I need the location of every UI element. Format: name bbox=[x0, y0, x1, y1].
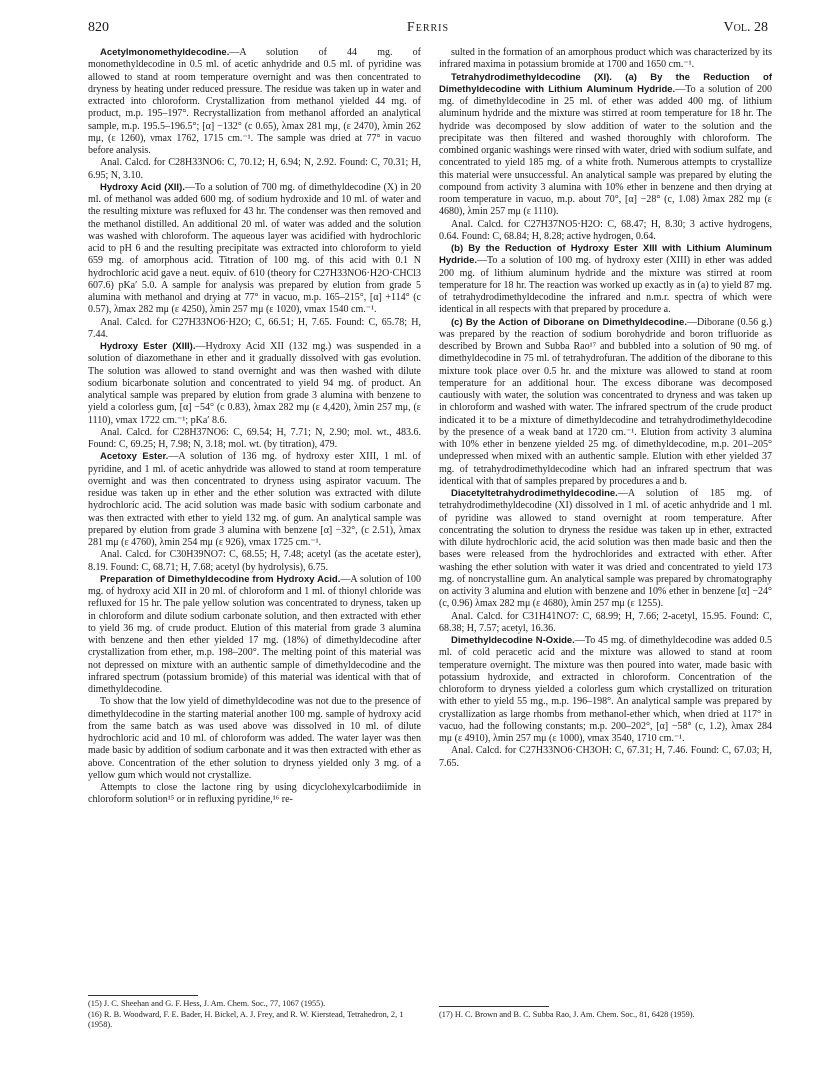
section-heading: Acetylmonomethyldecodine. bbox=[100, 47, 230, 58]
section-heading: (b) By the Reduction of Hydroxy Ester XIII with Lithium Aluminum Hydride. bbox=[439, 243, 772, 267]
paragraph-text: —Diborane (0.56 g.) was prepared by the reaction of sodium borohydride and boron trifluoride as described by Brown and Subba Rao¹⁷ and bubbled into a solution of 90 mg. of dimethyldecodine in 75 ml. of tetrahydrofuran. The addition of the diborane to this mixture took place over 0.5 hr. and the mixture was allowed to stand at room temperature for an additional hour. The excess diborane was decomposed cautiously with water, the solution was concentrated to dryness and was taken up in chloroform and washed with water. The infrared spectrum of the crude product indicated it to be a mixture of dimethyldecodine and tetrahydrodimethyldecodine by the presence of a weak band at 1720 cm.⁻¹. Elution from activity 3 alumina with 10% ether in benzene yielded 25 mg. of dimethyldecodine, m.p. 201–205° undepressed when mixed with an authentic sample. Elution with ether yielded 37 mg. of tetrahydrodimethyldecodine which had an infrared spectrum that was identical with that of samples prepared by procedures a and b. bbox=[439, 316, 772, 487]
paragraph-text: —To a solution of 700 mg. of dimethyldecodine (X) in 20 ml. of methanol was added 600 mg. of sodium hydroxide and 10 ml. of water and the resulting mixture was refluxed for 43 hr. The condenser was then removed and the methanol distilled. An additional 20 ml. of water was added and the solution was washed with chloroform. The aqueous layer was acidified with hydrochloric acid to pH 6 and the resulting precipitate was extracted into chloroform to yield 659 mg. of amorphous acid. Titration of 100 mg. of this acid with 0.1 N hydrochloric acid gave a neut. equiv. of 610 (theory for C27H33NO6·H2O·CHCl3 607.6) pKa′ 5.0. A sample for analysis was prepared by elution from grade 5 alumina with methanol and drying at 77° in vacuo, m.p. 165–215°, [α] +114° (c 0.57), λmax 282 mμ (ε 4250), λmin 257 mμ (ε 1020), νmax 1540 cm.⁻¹. bbox=[88, 181, 421, 316]
paragraph-text: Anal. Calcd. for C30H39NO7: C, 68.55; H, 7.48; acetyl (as the acetate ester), 8.19. Found: C, 68.71; H, 7.68; acetyl (by hydrolysis), 6.75. bbox=[88, 549, 421, 573]
footnote-rule-right bbox=[439, 1006, 549, 1007]
paragraph bbox=[439, 317, 772, 489]
running-author: Ferris bbox=[406, 20, 450, 35]
paragraph-text: To show that the low yield of dimethyldecodine was not due to the presence of dimethyldecodine in the starting material another 100 mg. sample of hydroxy acid from the same batch as was used above was dissolved in 10 ml. of dilute hydrochloric acid and 10 ml. of chloroform was added. The water layer was then made basic by addition of sodium carbonate and it was then extracted with ether as above. Concentration of the ether solution to dryness yielded only 3 mg. of a yellow gum which would not crystallize. bbox=[88, 696, 421, 781]
paragraph-text: —Hydroxy Acid XII (132 mg.) was suspended in a solution of diazomethane in ether and it gradually dissolved with gas evolution. The solution was allowed to stand overnight and was then washed with dilute sodium bicarbonate solution and concentrated to yield 94 mg. of product. An analytical sample was prepared by elution from grade 3 alumina with benzene to yield a colorless gum, [α] −54° (c 0.83), λmax 282 mμ (ε 4,420), λmin 257 mμ, (ε 1110), νmax 1722 cm.⁻¹; pKa′ 8.6. bbox=[88, 341, 421, 426]
right-column bbox=[439, 47, 772, 770]
paragraph bbox=[439, 47, 772, 72]
paragraph bbox=[439, 488, 772, 611]
paragraph bbox=[88, 47, 421, 157]
section-heading: Preparation of Dimethyldecodine from Hydroxy Acid. bbox=[100, 573, 341, 585]
paragraph-text: Anal. Calcd. for C27H33NO6·CH3OH: C, 67.31; H, 7.46. Found: C, 67.03; H, 7.65. bbox=[439, 745, 772, 769]
section-heading: Acetoxy Ester. bbox=[100, 451, 169, 463]
paragraph bbox=[439, 611, 772, 636]
paragraph bbox=[88, 157, 421, 182]
section-heading: Hydroxy Acid (XII). bbox=[100, 181, 185, 193]
section-heading: (c) By the Action of Diborane on Dimethyldecodine. bbox=[451, 316, 687, 328]
paragraph-text: —A solution of 136 mg. of hydroxy ester XIII, 1 ml. of pyridine, and 1 ml. of acetic anhydride was allowed to stand at room temperature overnight and was then concentrated to dryness using aspirator vacuum. The residue was taken up in ether and the ether solution was extracted with dilute hydrochloric acid. The acid solution was made basic with sodium carbonate and was then extracted with ether to yield 132 mg. of gum. An analytical sample was prepared by elution from grade 3 alumina with benzene [α] −32°, (c 2.51), λmax 281 mμ (ε 4760), λmin 254 mμ (ε 926), νmax 1725 cm.⁻¹. bbox=[88, 451, 422, 548]
paragraph-text: —A solution of 185 mg. of tetrahydrodimethyldecodine (XI) dissolved in 1 ml. of acetic anhydride and 1 ml. of pyridine was allowed to stand overnight at room temperature. After concentrating the solution to dryness the residue was taken up in ether, extracted with dilute hydrochloric acid, the acid solution was then made basic and then the bases were released from the hydrochlorides and extracted with ether. After washing the ether solution with water it was dried and concentrated to yield 173 mg. of noncrystalline gum. An analytical sample was prepared by chromatography on activity 3 alumina and elution with benzene and 10% ether in benzene [α] −24° (c, 0.96) λmax 282 mμ (ε 4680), λmin 257 mμ (ε 1255). bbox=[439, 488, 772, 610]
paragraph bbox=[439, 635, 772, 745]
paragraph-text: Anal. Calcd. for C28H37NO6: C, 69.54; H, 7.71; N, 2.90; mol. wt., 483.6. Found: C, 69.25; H, 7.98; N, 3.18; mol. wt. (by titration), 479. bbox=[88, 426, 421, 450]
paragraph-text: Anal. Calcd. for C28H33NO6: C, 70.12; H, 6.94; N, 2.92. Found: C, 70.31; H, 6.95; N, 3.10. bbox=[88, 157, 421, 181]
left-column bbox=[88, 47, 421, 807]
paragraph bbox=[88, 696, 421, 782]
paragraph bbox=[88, 427, 421, 452]
paragraph-text: —A solution of 100 mg. of hydroxy acid XII in 20 ml. of chloroform and 1 ml. of thionyl chloride was refluxed for 15 hr. The pale yellow solution was concentrated to dryness, taken up in chloroform and dilute sodium carbonate solution, and then extracted with ether to yield 36 mg. of crude product. Elution of this material from grade 3 alumina with benzene and then ether yielded 17 mg. (18%) of dimethyldecodine after crystallization from ether, m.p. 198–200°. The melting point of this material was not depressed on mixture with an authentic sample of dimethyldecodine and the infrared spectrum (potassium bromide) of this material was identical with that of dimethyldecodine. bbox=[88, 573, 422, 695]
paragraph bbox=[439, 745, 772, 770]
footnote: (16) R. B. Woodward, F. E. Bader, H. Bickel, A. J. Frey, and R. W. Kierstead, Tetrahedron, 2, 1 (1958). bbox=[88, 1009, 404, 1029]
section-heading: Diacetyltetrahydrodimethyldecodine. bbox=[451, 488, 618, 499]
paragraph bbox=[439, 243, 772, 317]
footnote: (15) J. C. Sheehan and G. F. Hess, J. Am. Chem. Soc., 77, 1067 (1955). bbox=[88, 999, 326, 1008]
page-header bbox=[88, 20, 768, 40]
paragraph-text: Attempts to close the lactone ring by using dicyclohexylcarbodiimide in chloroform solution¹⁵ or in refluxing pyridine,¹⁶ re- bbox=[88, 782, 421, 806]
paragraph-text: —To a solution of 100 mg. of hydroxy ester (XIII) in ether was added 200 mg. of lithium aluminum hydride and the mixture was stirred at room temperature for 18 hr. The reaction was worked up exactly as in (a) to yield 87 mg. of tetrahydrodimethyldecodine the infrared and n.m.r. spectra of which were identical in all respects with that prepared by procedure a. bbox=[439, 255, 772, 316]
paragraph bbox=[88, 549, 421, 574]
paragraph bbox=[88, 182, 421, 317]
footnotes-left bbox=[88, 999, 421, 1031]
paragraph bbox=[88, 451, 421, 549]
paragraph-text: sulted in the formation of an amorphous product which was characterized by its infrared maxima in potassium bromide at 1700 and 1650 cm.⁻¹. bbox=[439, 47, 772, 71]
paragraph-text: —To 45 mg. of dimethyldecodine was added 0.5 ml. of cold peracetic acid and the mixture was allowed to stand at room temperature overnight. The mixture was then poured into water, made basic with potassium hydroxide, and extracted in chloroform. Concentration of the chloroform to dryness yielded a colorless gum which crystallized on trituration with ether to yield 55 mg., m.p. 196–198°. An analytical sample was prepared by crystallization as large rhombs from methanol-ether which, when dried at 117° in vacuo, had the following constants; m.p. 200–202°, [α] −58° (c, 1.2), λmax 284 mμ (ε 4910), λmin 257 mμ (ε 1000), νmax 3540, 1710 cm.⁻¹. bbox=[439, 635, 772, 744]
paragraph bbox=[88, 574, 421, 697]
paragraph-text: Anal. Calcd. for C31H41NO7: C, 68.99; H, 7.66; 2-acetyl, 15.95. Found: C, 68.38; H, 7.57; acetyl, 16.36. bbox=[439, 610, 772, 634]
paragraph-text: Anal. Calcd. for C27H37NO5·H2O: C, 68.47; H, 8.30; 3 active hydrogens, 0.64. Found: C, 68.84; H, 8.28; active hydrogen, 0.64. bbox=[439, 218, 772, 242]
footnotes-right bbox=[439, 1010, 772, 1021]
paragraph bbox=[88, 782, 421, 807]
paragraph-text: Anal. Calcd. for C27H33NO6·H2O; C, 66.51; H, 7.65. Found: C, 65.78; H, 7.44. bbox=[88, 316, 421, 340]
paragraph-text: —To a solution of 200 mg. of dimethyldecodine in 25 ml. of ether was added 400 mg. of lithium aluminum hydride and the mixture was stirred at room temperature for 18 hr. The hydride was decomposed by slow addition of water to the solution and the precipitate was then filtered and washed thoroughly with chloroform. The combined organic washings were rinsed with water, dried with sodium sulfate, and concentrated to yield 185 mg. of a white froth. Numerous attempts to crystallize this material were unsuccessful. An analytical sample was prepared by eluting the compound from activity 3 alumina with 10% ether in benzene and then drying at room temperature in vacuo, m.p. about 70°, [α] −28° (c, 1.08) λmax 282 mμ (ε 4680), λmin 257 mμ (ε 1110). bbox=[439, 83, 772, 218]
section-heading: Dimethyldecodine N-Oxide. bbox=[451, 635, 575, 646]
section-heading: Tetrahydrodimethyldecodine (XI). (a) By the Reduction of Dimethyldecodine with Lithium Aluminum Hydride. bbox=[439, 71, 772, 95]
section-heading: Hydroxy Ester (XIII). bbox=[100, 341, 196, 352]
paragraph bbox=[439, 72, 772, 219]
volume-label: Vol. 28 bbox=[723, 20, 768, 35]
paragraph bbox=[439, 219, 772, 244]
paragraph bbox=[88, 341, 421, 427]
page-number: 820 bbox=[88, 20, 109, 35]
paragraph bbox=[88, 317, 421, 342]
footnote-rule-left bbox=[88, 995, 198, 996]
paragraph-text: —A solution of 44 mg. of monomethyldecodine in 0.5 ml. of acetic anhydride and 0.5 ml. of pyridine was allowed to stand at room temperature overnight and was then concentrated to dryness by heating under reduced pressure. The residue was taken up in water and extracted into chloroform. Crystallization from methanol yielded 44 mg. of product, m.p. 195–197°. Recrystallization from methanol afforded an analytical sample, m.p. 195.5–196.5°; [α] −132° (c 0.65), λmax 281 mμ, (ε 2470), λmin 262 mμ, (ε 1260), νmax 1762, 1715 cm.⁻¹. The sample was dried at 77° in vacuo before analysis. bbox=[88, 47, 421, 156]
footnote: (17) H. C. Brown and B. C. Subba Rao, J. Am. Chem. Soc., 81, 6428 (1959). bbox=[439, 1010, 695, 1019]
